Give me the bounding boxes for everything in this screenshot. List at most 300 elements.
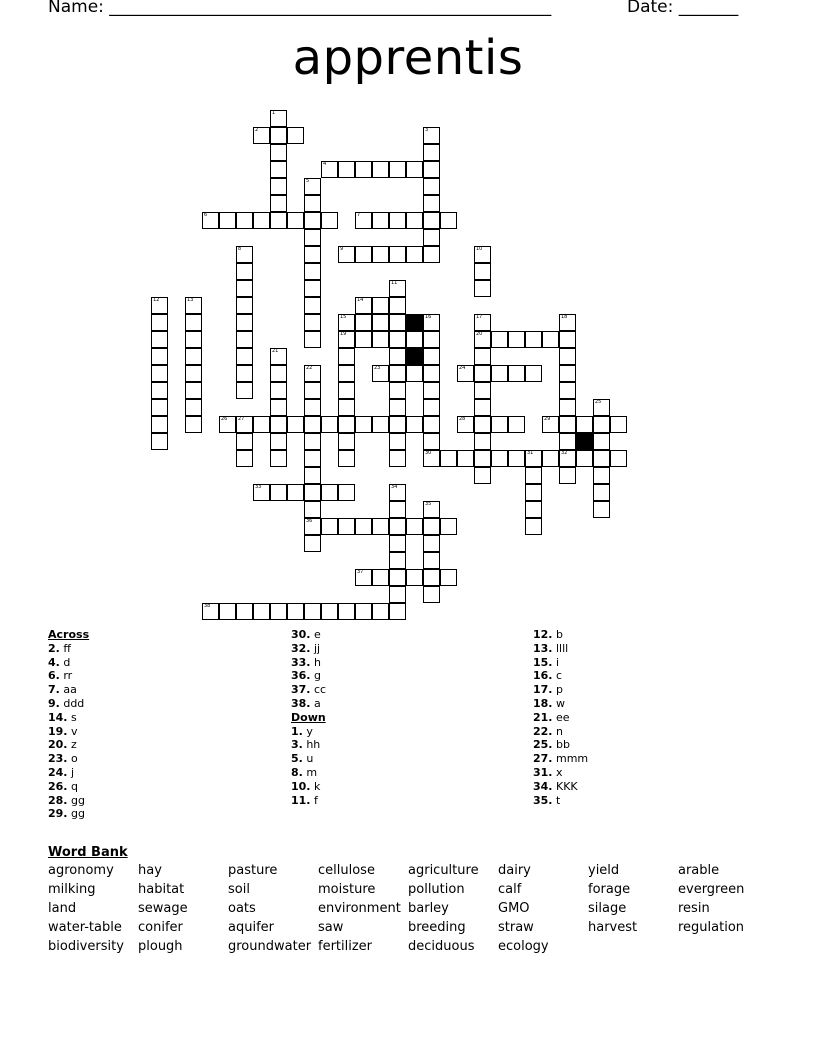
clue-number-label: 9. <box>48 696 60 710</box>
crossword-cell[interactable] <box>338 365 355 382</box>
clue-number-label: 10. <box>291 779 311 793</box>
crossword-cell[interactable] <box>525 518 542 535</box>
clue-number-label: 31. <box>533 765 553 779</box>
clue-item <box>533 683 588 697</box>
crossword-cell[interactable] <box>474 263 491 280</box>
crossword-cell[interactable] <box>389 552 406 569</box>
clue-text: k <box>310 779 321 793</box>
crossword-cell[interactable] <box>151 399 168 416</box>
crossword-cell[interactable] <box>338 416 355 433</box>
word-bank-word: oats <box>228 901 256 916</box>
crossword-cell[interactable] <box>423 518 440 535</box>
crossword-cell[interactable] <box>559 382 576 399</box>
crossword-cell[interactable] <box>338 450 355 467</box>
crossword-cell[interactable] <box>372 297 389 314</box>
crossword-cell[interactable] <box>610 416 627 433</box>
crossword-cell[interactable] <box>270 433 287 450</box>
clue-number: 11 <box>391 280 398 286</box>
crossword-cell[interactable] <box>236 382 253 399</box>
crossword-cell[interactable] <box>423 161 440 178</box>
clue-number: 19 <box>340 331 347 337</box>
crossword-cell[interactable] <box>304 450 321 467</box>
crossword-cell[interactable] <box>474 331 491 348</box>
crossword-cell[interactable] <box>236 433 253 450</box>
clue-text: h <box>310 655 321 669</box>
crossword-cell[interactable] <box>389 348 406 365</box>
crossword-cell[interactable] <box>593 467 610 484</box>
crossword-cell[interactable] <box>508 331 525 348</box>
crossword-cell[interactable] <box>423 331 440 348</box>
crossword-cell[interactable] <box>270 603 287 620</box>
clue-text: hh <box>302 738 321 752</box>
crossword-cell[interactable] <box>355 297 372 314</box>
crossword-cell[interactable] <box>236 416 253 433</box>
crossword-cell[interactable] <box>372 518 389 535</box>
crossword-cell[interactable] <box>559 314 576 331</box>
clue-column-3 <box>533 628 588 807</box>
crossword-cell[interactable] <box>423 501 440 518</box>
crossword-cell[interactable] <box>202 603 219 620</box>
crossword-cell[interactable] <box>542 416 559 433</box>
word-bank-word: sewage <box>138 901 188 916</box>
crossword-cell[interactable] <box>474 433 491 450</box>
crossword-cell[interactable] <box>423 416 440 433</box>
crossword-cell[interactable] <box>389 280 406 297</box>
crossword-cell[interactable] <box>304 433 321 450</box>
crossword-cell[interactable] <box>576 416 593 433</box>
clue-text: gg <box>67 807 85 821</box>
crossword-cell[interactable] <box>321 603 338 620</box>
crossword-cell[interactable] <box>389 535 406 552</box>
crossword-cell[interactable] <box>559 433 576 450</box>
clue-text: i <box>552 655 560 669</box>
crossword-cell[interactable] <box>423 382 440 399</box>
crossword-cell[interactable] <box>593 399 610 416</box>
clue-item <box>291 780 326 794</box>
clue-item <box>533 752 588 766</box>
crossword-cell[interactable] <box>423 535 440 552</box>
crossword-cell[interactable] <box>576 450 593 467</box>
crossword-cell[interactable] <box>338 314 355 331</box>
crossword-cell[interactable] <box>389 569 406 586</box>
crossword-cell[interactable] <box>304 467 321 484</box>
crossword-cell[interactable] <box>338 518 355 535</box>
crossword-cell[interactable] <box>406 569 423 586</box>
crossword-cell[interactable] <box>440 212 457 229</box>
clue-number-label: 19. <box>48 724 68 738</box>
crossword-cell[interactable] <box>474 314 491 331</box>
crossword-cell[interactable] <box>525 331 542 348</box>
crossword-cell[interactable] <box>372 331 389 348</box>
clue-number: 3 <box>425 127 429 133</box>
crossword-cell[interactable] <box>304 212 321 229</box>
crossword-cell[interactable] <box>474 416 491 433</box>
crossword-cell[interactable] <box>355 212 372 229</box>
crossword-cell[interactable] <box>219 603 236 620</box>
crossword-cell[interactable] <box>389 365 406 382</box>
crossword-cell[interactable] <box>338 246 355 263</box>
crossword-cell[interactable] <box>321 518 338 535</box>
crossword-cell[interactable] <box>270 212 287 229</box>
word-bank-word: milking <box>48 882 96 897</box>
crossword-cell[interactable] <box>185 365 202 382</box>
crossword-cell[interactable] <box>219 212 236 229</box>
crossword-cell[interactable] <box>253 484 270 501</box>
crossword-cell[interactable] <box>559 399 576 416</box>
clue-text: ddd <box>59 696 85 710</box>
crossword-cell[interactable] <box>491 365 508 382</box>
crossword-cell[interactable] <box>270 416 287 433</box>
crossword-cell[interactable] <box>304 416 321 433</box>
crossword-cell[interactable] <box>423 450 440 467</box>
crossword-cell[interactable] <box>304 246 321 263</box>
crossword-cell[interactable] <box>372 569 389 586</box>
crossword-cell[interactable] <box>270 365 287 382</box>
crossword-cell[interactable] <box>389 331 406 348</box>
crossword-cell[interactable] <box>304 178 321 195</box>
crossword-cell[interactable] <box>151 365 168 382</box>
word-bank-word: saw <box>318 920 344 935</box>
crossword-cell[interactable] <box>355 246 372 263</box>
crossword-cell[interactable] <box>338 331 355 348</box>
word-bank-word: pollution <box>408 882 465 897</box>
crossword-cell[interactable] <box>389 297 406 314</box>
clue-item <box>533 766 588 780</box>
word-bank-word: dairy <box>498 863 531 878</box>
crossword-cell[interactable] <box>593 484 610 501</box>
crossword-cell[interactable] <box>559 450 576 467</box>
crossword-cell[interactable] <box>270 144 287 161</box>
crossword-cell[interactable] <box>423 246 440 263</box>
clue-text: mmm <box>552 752 589 766</box>
crossword-cell[interactable] <box>406 416 423 433</box>
crossword-cell[interactable] <box>491 416 508 433</box>
crossword-cell[interactable] <box>372 365 389 382</box>
crossword-cell[interactable] <box>236 297 253 314</box>
clue-number: 27 <box>238 416 245 422</box>
crossword-cell[interactable] <box>253 212 270 229</box>
crossword-cell[interactable] <box>474 365 491 382</box>
crossword-cell[interactable] <box>338 382 355 399</box>
crossword-cell[interactable] <box>287 416 304 433</box>
crossword-cell[interactable] <box>389 399 406 416</box>
crossword-cell[interactable] <box>253 127 270 144</box>
word-bank-word: conifer <box>138 920 183 935</box>
crossword-cell[interactable] <box>406 246 423 263</box>
crossword-cell[interactable] <box>338 348 355 365</box>
crossword-black-cell <box>406 348 423 365</box>
crossword-cell[interactable] <box>559 365 576 382</box>
crossword-cell[interactable] <box>389 450 406 467</box>
crossword-cell[interactable] <box>304 382 321 399</box>
word-bank-word: habitat <box>138 882 185 897</box>
crossword-cell[interactable] <box>474 467 491 484</box>
crossword-cell[interactable] <box>406 365 423 382</box>
crossword-cell[interactable] <box>423 552 440 569</box>
clue-number: 26 <box>221 416 228 422</box>
crossword-cell[interactable] <box>304 365 321 382</box>
crossword-cell[interactable] <box>372 212 389 229</box>
crossword-cell[interactable] <box>304 331 321 348</box>
crossword-cell[interactable] <box>593 433 610 450</box>
crossword-cell[interactable] <box>525 501 542 518</box>
crossword-cell[interactable] <box>423 314 440 331</box>
crossword-cell[interactable] <box>304 484 321 501</box>
crossword-cell[interactable] <box>474 399 491 416</box>
crossword-cell[interactable] <box>474 382 491 399</box>
clue-text: z <box>67 738 77 752</box>
crossword-cell[interactable] <box>236 603 253 620</box>
clue-number-label: 25. <box>533 738 553 752</box>
crossword-cell[interactable] <box>321 212 338 229</box>
crossword-cell[interactable] <box>304 263 321 280</box>
crossword-cell[interactable] <box>542 450 559 467</box>
crossword-cell[interactable] <box>559 416 576 433</box>
crossword-cell[interactable] <box>372 161 389 178</box>
crossword-cell[interactable] <box>202 212 219 229</box>
crossword-cell[interactable] <box>389 501 406 518</box>
crossword-cell[interactable] <box>151 433 168 450</box>
crossword-cell[interactable] <box>559 331 576 348</box>
crossword-cell[interactable] <box>270 450 287 467</box>
crossword-cell[interactable] <box>236 280 253 297</box>
clue-number-label: 32. <box>291 641 311 655</box>
crossword-cell[interactable] <box>253 603 270 620</box>
clue-number: 18 <box>561 314 568 320</box>
crossword-cell[interactable] <box>270 110 287 127</box>
crossword-cell[interactable] <box>355 569 372 586</box>
clue-item <box>48 752 89 766</box>
crossword-cell[interactable] <box>185 331 202 348</box>
crossword-cell[interactable] <box>321 484 338 501</box>
crossword-cell[interactable] <box>525 365 542 382</box>
crossword-cell[interactable] <box>423 195 440 212</box>
crossword-cell[interactable] <box>304 399 321 416</box>
crossword-cell[interactable] <box>389 314 406 331</box>
crossword-cell[interactable] <box>423 178 440 195</box>
crossword-cell[interactable] <box>321 416 338 433</box>
crossword-cell[interactable] <box>270 161 287 178</box>
crossword-cell[interactable] <box>185 382 202 399</box>
crossword-cell[interactable] <box>440 518 457 535</box>
clue-text: llll <box>552 641 569 655</box>
clue-number-label: 37. <box>291 683 311 697</box>
crossword-cell[interactable] <box>355 314 372 331</box>
crossword-cell[interactable] <box>287 127 304 144</box>
crossword-cell[interactable] <box>372 416 389 433</box>
clue-number: 22 <box>306 365 313 371</box>
clue-text: x <box>552 765 563 779</box>
crossword-cell[interactable] <box>321 161 338 178</box>
word-bank-word: regulation <box>678 920 745 935</box>
clue-item <box>48 766 89 780</box>
crossword-cell[interactable] <box>423 348 440 365</box>
crossword-cell[interactable] <box>389 433 406 450</box>
crossword-cell[interactable] <box>423 127 440 144</box>
crossword-cell[interactable] <box>559 467 576 484</box>
clue-column-1 <box>48 628 89 821</box>
crossword-cell[interactable] <box>423 433 440 450</box>
crossword-cell[interactable] <box>270 178 287 195</box>
crossword-cell[interactable] <box>236 314 253 331</box>
crossword-cell[interactable] <box>423 569 440 586</box>
crossword-cell[interactable] <box>372 246 389 263</box>
crossword-cell[interactable] <box>355 161 372 178</box>
crossword-cell[interactable] <box>474 280 491 297</box>
crossword-cell[interactable] <box>593 416 610 433</box>
crossword-cell[interactable] <box>389 161 406 178</box>
across-heading: Across <box>48 628 90 641</box>
clue-text: a <box>310 696 321 710</box>
crossword-cell[interactable] <box>304 280 321 297</box>
crossword-cell[interactable] <box>423 144 440 161</box>
crossword-cell[interactable] <box>304 535 321 552</box>
crossword-cell[interactable] <box>270 127 287 144</box>
crossword-cell[interactable] <box>270 195 287 212</box>
name-line: Name: ____________________________________________________ <box>48 0 552 17</box>
crossword-cell[interactable] <box>236 212 253 229</box>
crossword-cell[interactable] <box>508 450 525 467</box>
crossword-cell[interactable] <box>491 331 508 348</box>
crossword-cell[interactable] <box>474 450 491 467</box>
clue-text: m <box>302 765 318 779</box>
crossword-cell[interactable] <box>338 433 355 450</box>
word-bank-word: plough <box>138 939 183 954</box>
crossword-cell[interactable] <box>185 416 202 433</box>
crossword-cell[interactable] <box>372 314 389 331</box>
crossword-cell[interactable] <box>287 603 304 620</box>
crossword-cell[interactable] <box>236 246 253 263</box>
crossword-cell[interactable] <box>304 603 321 620</box>
crossword-cell[interactable] <box>236 348 253 365</box>
crossword-cell[interactable] <box>389 382 406 399</box>
crossword-cell[interactable] <box>185 399 202 416</box>
word-bank-word: environment <box>318 901 401 916</box>
word-bank-word: ecology <box>498 939 549 954</box>
crossword-cell[interactable] <box>389 518 406 535</box>
crossword-cell[interactable] <box>372 603 389 620</box>
crossword-cell[interactable] <box>542 331 559 348</box>
crossword-cell[interactable] <box>406 212 423 229</box>
crossword-cell[interactable] <box>474 246 491 263</box>
crossword-cell[interactable] <box>355 518 372 535</box>
crossword-cell[interactable] <box>151 348 168 365</box>
crossword-cell[interactable] <box>270 399 287 416</box>
crossword-cell[interactable] <box>253 416 270 433</box>
crossword-cell[interactable] <box>423 229 440 246</box>
crossword-cell[interactable] <box>593 501 610 518</box>
crossword-cell[interactable] <box>236 263 253 280</box>
crossword-cell[interactable] <box>151 314 168 331</box>
crossword-cell[interactable] <box>423 365 440 382</box>
crossword-cell[interactable] <box>355 416 372 433</box>
crossword-cell[interactable] <box>389 212 406 229</box>
crossword-cell[interactable] <box>423 586 440 603</box>
crossword-cell[interactable] <box>355 331 372 348</box>
crossword-cell[interactable] <box>406 518 423 535</box>
crossword-cell[interactable] <box>219 416 236 433</box>
crossword-cell[interactable] <box>151 297 168 314</box>
crossword-cell[interactable] <box>457 416 474 433</box>
crossword-cell[interactable] <box>304 518 321 535</box>
crossword-cell[interactable] <box>304 297 321 314</box>
crossword-cell[interactable] <box>304 314 321 331</box>
crossword-cell[interactable] <box>389 484 406 501</box>
crossword-cell[interactable] <box>270 382 287 399</box>
clue-number: 33 <box>255 484 262 490</box>
crossword-cell[interactable] <box>236 331 253 348</box>
crossword-cell[interactable] <box>508 416 525 433</box>
crossword-cell[interactable] <box>440 569 457 586</box>
crossword-cell[interactable] <box>338 484 355 501</box>
crossword-cell[interactable] <box>304 229 321 246</box>
crossword-cell[interactable] <box>185 348 202 365</box>
crossword-cell[interactable] <box>423 212 440 229</box>
crossword-cell[interactable] <box>151 331 168 348</box>
crossword-cell[interactable] <box>151 382 168 399</box>
clue-number: 32 <box>561 450 568 456</box>
crossword-cell[interactable] <box>304 195 321 212</box>
crossword-cell[interactable] <box>525 484 542 501</box>
crossword-cell[interactable] <box>287 212 304 229</box>
crossword-cell[interactable] <box>423 399 440 416</box>
crossword-cell[interactable] <box>508 365 525 382</box>
clue-text: e <box>310 628 321 641</box>
crossword-cell[interactable] <box>457 365 474 382</box>
word-bank-row <box>48 901 808 920</box>
crossword-cell[interactable] <box>406 161 423 178</box>
crossword-cell[interactable] <box>338 603 355 620</box>
crossword-cell[interactable] <box>593 450 610 467</box>
crossword-cell[interactable] <box>355 603 372 620</box>
crossword-cell[interactable] <box>389 416 406 433</box>
crossword-cell[interactable] <box>338 161 355 178</box>
word-bank-word: resin <box>678 901 710 916</box>
crossword-cell[interactable] <box>270 484 287 501</box>
clue-number-label: 15. <box>533 655 553 669</box>
crossword-cell[interactable] <box>389 586 406 603</box>
clue-item <box>533 738 588 752</box>
crossword-cell[interactable] <box>491 450 508 467</box>
crossword-cell[interactable] <box>440 450 457 467</box>
clue-number: 21 <box>272 348 279 354</box>
crossword-cell[interactable] <box>236 450 253 467</box>
crossword-cell[interactable] <box>151 416 168 433</box>
word-bank-word: straw <box>498 920 534 935</box>
crossword-cell[interactable] <box>389 246 406 263</box>
crossword-cell[interactable] <box>287 484 304 501</box>
crossword-cell[interactable] <box>185 314 202 331</box>
clue-number-label: 36. <box>291 669 311 683</box>
clue-text: j <box>67 765 75 779</box>
clue-number-label: 18. <box>533 696 553 710</box>
crossword-cell[interactable] <box>559 348 576 365</box>
crossword-cell[interactable] <box>389 603 406 620</box>
clue-text: ff <box>59 641 71 655</box>
crossword-cell[interactable] <box>525 450 542 467</box>
crossword-cell[interactable] <box>270 348 287 365</box>
crossword-cell[interactable] <box>474 348 491 365</box>
crossword-cell[interactable] <box>406 331 423 348</box>
crossword-cell[interactable] <box>610 450 627 467</box>
crossword-cell[interactable] <box>338 399 355 416</box>
crossword-cell[interactable] <box>185 297 202 314</box>
crossword-cell[interactable] <box>236 365 253 382</box>
crossword-cell[interactable] <box>457 450 474 467</box>
crossword-cell[interactable] <box>525 467 542 484</box>
crossword-cell[interactable] <box>304 501 321 518</box>
crossword-black-cell <box>406 314 423 331</box>
